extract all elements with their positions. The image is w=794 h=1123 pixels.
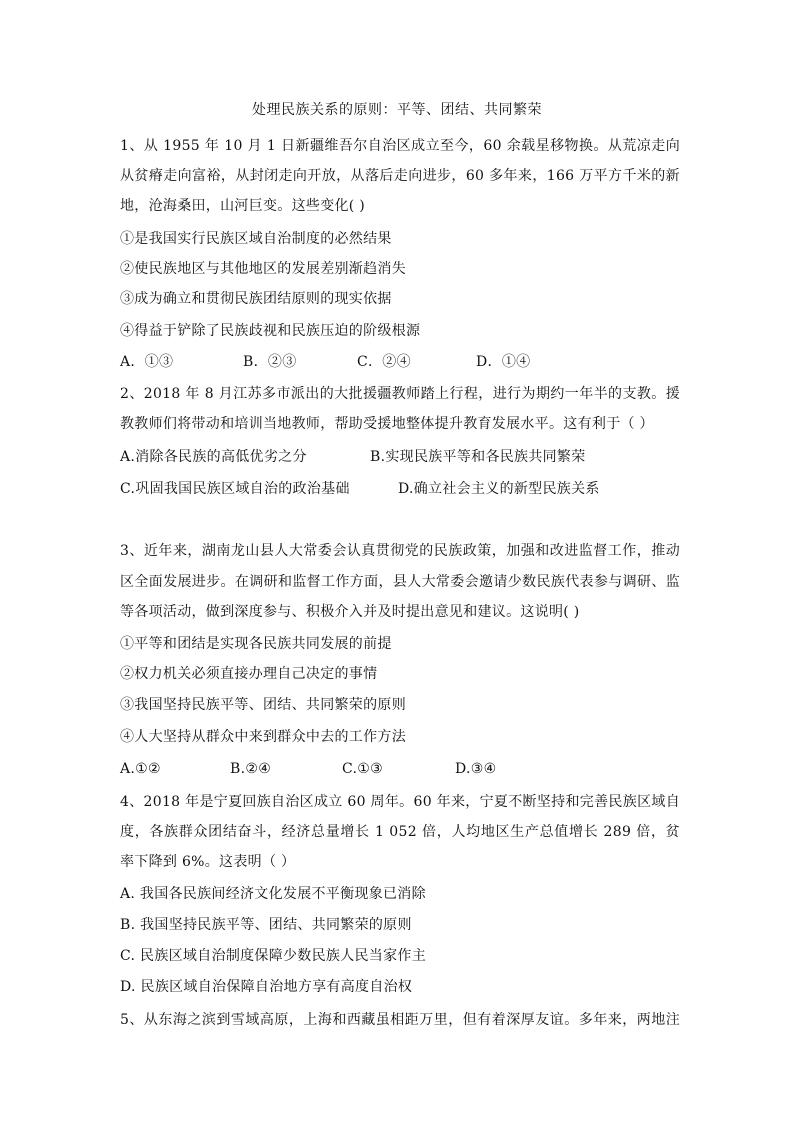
q4-option-d: D. 民族区域自治保障自治地方享有高度自治权 <box>120 979 413 995</box>
q3-option-d: D.③④ <box>455 761 497 777</box>
q2-stem-line-1: 2、2018 年 8 月江苏多市派出的大批援疆教师踏上行程，进行为期约一年半的支教。援 <box>120 386 680 402</box>
q3-stem-line-3: 等各项活动，做到深度参与、积极介入并及时提出意见和建议。这说明( ) <box>120 604 580 620</box>
q1-stem-line-3: 地，沧海桑田，山河巨变。这些变化( ) <box>120 198 366 214</box>
q1-stem-line-2: 从贫瘠走向富裕，从封闭走向开放，从落后走向进步，60 多年来，166 万平方千米的新 <box>120 168 680 184</box>
q4-option-b: B. 我国坚持民族平等、团结、共同繁荣的原则 <box>120 917 412 933</box>
q2-option-a: A.消除各民族的高低优劣之分 <box>120 449 307 465</box>
q1-stem-line-1: 1、从 1955 年 10 月 1 日新疆维吾尔自治区成立至今，60 余载星移物换。从荒凉走向 <box>120 138 680 154</box>
q5-stem-line-1: 5、从东海之滨到雪域高原，上海和西藏虽相距万里，但有着深厚友谊。多年来，两地注 <box>120 1012 680 1028</box>
q4-stem-line-1: 4、2018 年是宁夏回族自治区成立 60 周年。60 年来，宁夏不断坚持和完善民族区域自 <box>120 794 680 810</box>
q1-option-c: C．②④ <box>357 354 411 370</box>
q1-statement-2: ②使民族地区与其他地区的发展差别渐趋消失 <box>120 261 406 277</box>
q4-option-a: A. 我国各民族间经济文化发展不平衡现象已消除 <box>120 886 426 902</box>
q4-stem-line-3: 率下降到 6%。这表明（ ） <box>120 854 296 870</box>
q3-option-a: A.①② <box>120 761 161 777</box>
q1-statement-1: ①是我国实行民族区域自治制度的必然结果 <box>120 231 392 247</box>
q2-stem-line-2: 教教师们将带动和培训当地教师，帮助受援地整体提升教育发展水平。这有利于（ ） <box>120 416 654 432</box>
q4-stem-line-2: 度，各族群众团结奋斗，经济总量增长 1 052 倍，人均地区生产总值增长 289 倍，贫 <box>120 824 680 840</box>
q3-statement-1: ①平等和团结是实现各民族共同发展的前提 <box>120 636 392 652</box>
q3-option-c: C.①③ <box>342 761 383 777</box>
q1-option-d: D．①④ <box>476 354 531 370</box>
q2-option-b: B.实现民族平等和各民族共同繁荣 <box>370 449 586 465</box>
q4-option-c: C. 民族区域自治制度保障少数民族人民当家作主 <box>120 948 427 964</box>
q3-statement-3: ③我国坚持民族平等、团结、共同繁荣的原则 <box>120 697 406 713</box>
q1-option-b: B．②③ <box>243 354 297 370</box>
document-title: 处理民族关系的原则：平等、团结、共同繁荣 <box>252 102 542 118</box>
q1-statement-3: ③成为确立和贯彻民族团结原则的现实依据 <box>120 291 392 307</box>
q3-statement-4: ④人大坚持从群众中来到群众中去的工作方法 <box>120 729 406 745</box>
q3-stem-line-2: 区全面发展进步。在调研和监督工作方面，县人大常委会邀请少数民族代表参与调研、监 <box>120 574 680 590</box>
q1-option-a: A．①③ <box>120 354 174 370</box>
q3-stem-line-1: 3、近年来，湖南龙山县人大常委会认真贯彻党的民族政策，加强和改进监督工作，推动 <box>120 543 680 559</box>
q3-statement-2: ②权力机关必须直接办理自己决定的事情 <box>120 666 378 682</box>
q3-option-b: B.②④ <box>230 761 272 777</box>
q2-option-d: D.确立社会主义的新型民族关系 <box>398 481 600 497</box>
q2-option-c: C.巩固我国民族区域自治的政治基础 <box>120 481 350 497</box>
q1-statement-4: ④得益于铲除了民族歧视和民族压迫的阶级根源 <box>120 323 421 339</box>
